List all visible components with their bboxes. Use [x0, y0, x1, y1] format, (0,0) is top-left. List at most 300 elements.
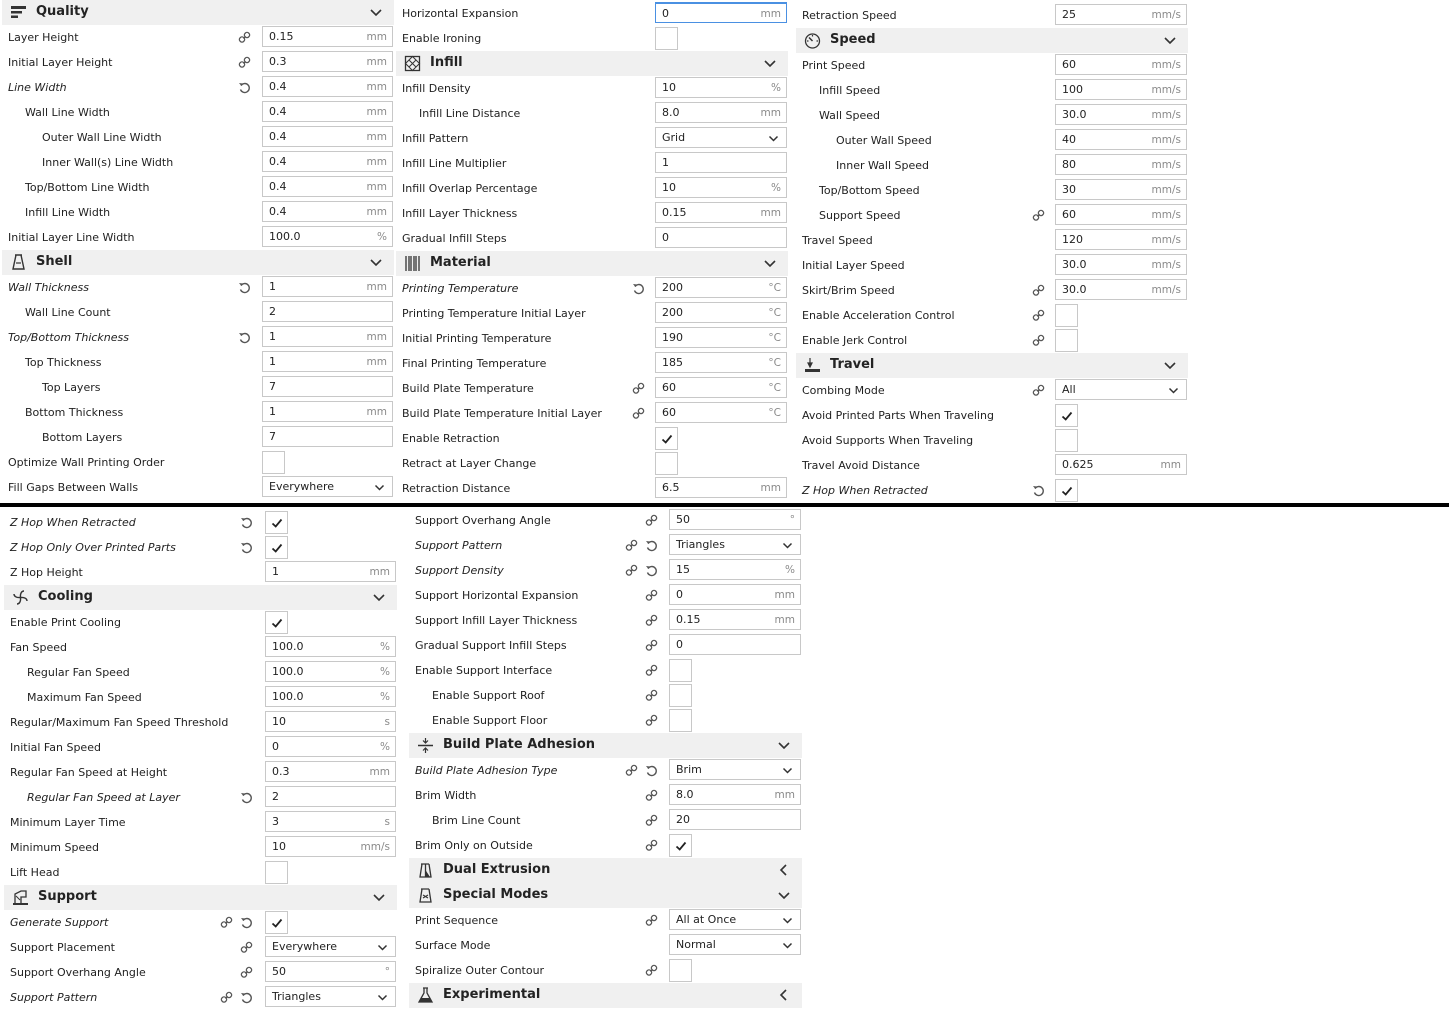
setting-input[interactable] — [262, 26, 393, 47]
setting-unit: mm/s — [1151, 134, 1181, 146]
setting-dropdown[interactable] — [265, 936, 396, 957]
setting-unit: mm/s — [1151, 9, 1181, 21]
setting-row-brim-width — [409, 783, 802, 808]
section-title: Quality — [36, 4, 89, 19]
setting-value: 0 — [676, 638, 683, 651]
setting-input[interactable] — [669, 784, 801, 805]
setting-value: 20 — [676, 813, 690, 826]
setting-row-brim-line-count — [409, 808, 802, 833]
setting-label: Avoid Printed Parts When Traveling — [802, 409, 994, 422]
section-toggle[interactable] — [368, 254, 384, 270]
section-header-dual-extrusion[interactable] — [409, 858, 802, 883]
link-icon — [645, 689, 658, 702]
setting-unit: °C — [768, 357, 781, 369]
setting-input[interactable] — [1055, 79, 1187, 100]
setting-label: Z Hop Height — [10, 566, 83, 579]
setting-checkbox[interactable] — [655, 427, 678, 450]
section-title: Special Modes — [443, 887, 549, 902]
reset-icon[interactable] — [238, 281, 251, 294]
check-icon — [1061, 485, 1073, 497]
setting-input[interactable] — [669, 509, 801, 530]
setting-unit: mm — [760, 8, 781, 20]
link-icon — [1032, 309, 1045, 322]
setting-input[interactable] — [1055, 454, 1187, 475]
setting-checkbox[interactable] — [265, 861, 288, 884]
reset-icon[interactable] — [632, 282, 645, 295]
setting-row-infill-density — [396, 76, 788, 101]
setting-row-top-thickness — [2, 350, 394, 375]
section-toggle[interactable] — [776, 862, 792, 878]
setting-unit: ° — [789, 514, 795, 526]
setting-checkbox[interactable] — [1055, 479, 1078, 502]
setting-unit: % — [377, 231, 387, 243]
setting-value: 3 — [272, 815, 279, 828]
setting-value: Triangles — [676, 538, 725, 551]
setting-label: Brim Line Count — [432, 814, 521, 827]
setting-label: Support Infill Layer Thickness — [415, 614, 578, 627]
section-toggle[interactable] — [762, 255, 778, 271]
setting-input[interactable] — [262, 376, 393, 397]
setting-row-layer-height — [2, 25, 394, 50]
setting-input[interactable] — [1055, 4, 1187, 25]
setting-value: 1 — [272, 565, 279, 578]
setting-input[interactable] — [655, 327, 787, 348]
setting-input[interactable] — [655, 77, 787, 98]
setting-row-build-plate-temperature — [396, 376, 788, 401]
setting-row-print-sequence — [409, 908, 802, 933]
setting-row-printing-temperature-initial-layer — [396, 301, 788, 326]
setting-value: 8.0 — [662, 106, 680, 119]
dd-chevron-icon — [374, 482, 385, 493]
link-icon — [645, 614, 658, 627]
setting-label: Support Pattern — [415, 539, 503, 552]
link-icon — [645, 789, 658, 802]
setting-value: 10 — [272, 840, 286, 853]
setting-value: 200 — [662, 281, 683, 294]
setting-row-gradual-support-infill-steps — [409, 633, 802, 658]
setting-label: Top/Bottom Thickness — [8, 331, 129, 344]
chevron-down-icon — [776, 737, 792, 753]
setting-label: Retract at Layer Change — [402, 457, 537, 470]
section-toggle[interactable] — [368, 4, 384, 20]
setting-input[interactable] — [262, 226, 393, 247]
setting-row-retraction-distance — [396, 476, 788, 501]
setting-value: 10 — [662, 181, 676, 194]
setting-label: Skirt/Brim Speed — [802, 284, 895, 297]
setting-dropdown[interactable] — [655, 127, 787, 148]
chevron-down-icon — [1162, 32, 1178, 48]
setting-row-initial-printing-temperature — [396, 326, 788, 351]
setting-label: Initial Layer Speed — [802, 259, 905, 272]
setting-input[interactable] — [655, 177, 787, 198]
reset-icon[interactable] — [240, 516, 253, 529]
setting-checkbox[interactable] — [669, 709, 692, 732]
setting-row-regular-fan-speed-at-layer — [4, 785, 397, 810]
setting-label: Retraction Distance — [402, 482, 511, 495]
setting-input[interactable] — [1055, 54, 1187, 75]
setting-row-optimize-wall-printing-order — [2, 450, 394, 475]
setting-checkbox[interactable] — [669, 959, 692, 982]
setting-label: Support Pattern — [10, 991, 98, 1004]
setting-checkbox[interactable] — [1055, 404, 1078, 427]
reset-icon[interactable] — [240, 991, 253, 1004]
setting-value: 185 — [662, 356, 683, 369]
setting-input[interactable] — [265, 961, 396, 982]
infill-icon — [404, 55, 421, 72]
setting-label: Brim Only on Outside — [415, 839, 533, 852]
link-icon — [645, 914, 658, 927]
setting-input[interactable] — [265, 811, 396, 832]
setting-row-z-hop-when-retracted — [796, 478, 1188, 503]
setting-input[interactable] — [1055, 179, 1187, 200]
setting-input[interactable] — [262, 351, 393, 372]
setting-label: Infill Layer Thickness — [402, 207, 518, 220]
setting-label: Top Layers — [42, 381, 101, 394]
setting-input[interactable] — [1055, 129, 1187, 150]
setting-input[interactable] — [265, 711, 396, 732]
setting-row-build-plate-adhesion-type — [409, 758, 802, 783]
setting-unit: mm — [774, 589, 795, 601]
setting-value: 0.625 — [1062, 458, 1094, 471]
check-icon — [1061, 410, 1073, 422]
setting-checkbox[interactable] — [669, 684, 692, 707]
setting-dropdown[interactable] — [669, 534, 801, 555]
setting-input[interactable] — [655, 227, 787, 248]
setting-value: 0.15 — [269, 30, 294, 43]
setting-row-top-bottom-thickness — [2, 325, 394, 350]
setting-label: Z Hop When Retracted — [10, 516, 136, 529]
link-icon — [240, 966, 253, 979]
section-header-travel[interactable] — [796, 353, 1188, 378]
setting-label: Minimum Layer Time — [10, 816, 126, 829]
setting-label: Bottom Thickness — [25, 406, 124, 419]
setting-label: Line Width — [8, 81, 67, 94]
link-icon — [625, 764, 638, 777]
setting-unit: mm — [366, 131, 387, 143]
setting-dropdown[interactable] — [1055, 379, 1187, 400]
setting-unit: mm — [1160, 459, 1181, 471]
setting-dropdown[interactable] — [669, 759, 801, 780]
setting-row-z-hop-only-over-printed-parts — [4, 535, 397, 560]
adhesion-icon — [417, 737, 434, 754]
setting-input[interactable] — [655, 352, 787, 373]
setting-input[interactable] — [655, 302, 787, 323]
setting-unit: mm/s — [1151, 259, 1181, 271]
setting-row-inner-wall-s-line-width — [2, 150, 394, 175]
chevron-down-icon — [371, 589, 387, 605]
section-title: Travel — [830, 357, 875, 372]
setting-label: Infill Line Width — [25, 206, 111, 219]
setting-label: Regular Fan Speed at Height — [10, 766, 168, 779]
setting-value: 6.5 — [662, 481, 680, 494]
setting-value: 200 — [662, 306, 683, 319]
setting-row-enable-ironing — [396, 26, 788, 51]
setting-input[interactable] — [262, 176, 393, 197]
reset-icon[interactable] — [240, 916, 253, 929]
setting-value: 30.0 — [1062, 283, 1087, 296]
setting-input[interactable] — [669, 609, 801, 630]
section-header-support[interactable] — [4, 885, 397, 910]
reset-icon[interactable] — [645, 564, 658, 577]
section-title: Experimental — [443, 987, 541, 1002]
settings-column-bottom-left — [4, 510, 397, 1010]
chevron-left-icon — [776, 987, 792, 1003]
setting-value: 60 — [1062, 58, 1076, 71]
setting-input[interactable] — [262, 151, 393, 172]
setting-input[interactable] — [262, 201, 393, 222]
setting-value: 0 — [662, 7, 669, 20]
setting-label: Brim Width — [415, 789, 477, 802]
setting-input[interactable] — [1055, 204, 1187, 225]
setting-value: 30 — [1062, 183, 1076, 196]
setting-row-wall-speed — [796, 103, 1188, 128]
setting-label: Top/Bottom Speed — [819, 184, 920, 197]
section-header-infill[interactable] — [396, 51, 788, 76]
setting-unit: mm — [366, 206, 387, 218]
reset-icon[interactable] — [238, 81, 251, 94]
setting-label: Wall Line Width — [25, 106, 110, 119]
section-toggle[interactable] — [776, 887, 792, 903]
setting-dropdown[interactable] — [265, 986, 396, 1007]
setting-row-support-horizontal-expansion — [409, 583, 802, 608]
link-icon — [645, 639, 658, 652]
setting-value: 1 — [269, 280, 276, 293]
setting-checkbox[interactable] — [655, 452, 678, 475]
section-header-speed[interactable] — [796, 28, 1188, 53]
setting-row-support-placement — [4, 935, 397, 960]
setting-row-enable-print-cooling — [4, 610, 397, 635]
setting-label: Initial Fan Speed — [10, 741, 101, 754]
setting-label: Infill Line Distance — [419, 107, 521, 120]
setting-row-infill-line-width — [2, 200, 394, 225]
setting-input[interactable] — [1055, 279, 1187, 300]
setting-unit: mm — [760, 207, 781, 219]
setting-label: Combing Mode — [802, 384, 885, 397]
setting-checkbox[interactable] — [265, 536, 288, 559]
setting-label: Enable Jerk Control — [802, 334, 908, 347]
dd-chevron-icon — [377, 992, 388, 1003]
setting-unit: °C — [768, 282, 781, 294]
link-icon — [1032, 334, 1045, 347]
link-icon — [238, 56, 251, 69]
setting-value: 30.0 — [1062, 108, 1087, 121]
setting-unit: mm — [366, 406, 387, 418]
setting-value: 0.15 — [662, 206, 687, 219]
setting-input[interactable] — [655, 202, 787, 223]
setting-input[interactable] — [655, 102, 787, 123]
setting-row-infill-pattern — [396, 126, 788, 151]
section-toggle[interactable] — [371, 889, 387, 905]
link-icon — [632, 407, 645, 420]
setting-checkbox[interactable] — [265, 911, 288, 934]
setting-input[interactable] — [265, 561, 396, 582]
setting-input[interactable] — [655, 277, 787, 298]
setting-value: 0.4 — [269, 80, 287, 93]
setting-row-avoid-printed-parts-when-traveling — [796, 403, 1188, 428]
setting-input[interactable] — [1055, 229, 1187, 250]
section-header-special-modes[interactable] — [409, 883, 802, 908]
setting-input[interactable] — [265, 661, 396, 682]
reset-icon[interactable] — [645, 764, 658, 777]
setting-input[interactable] — [265, 636, 396, 657]
setting-input[interactable] — [669, 559, 801, 580]
section-toggle[interactable] — [371, 589, 387, 605]
setting-checkbox[interactable] — [262, 451, 285, 474]
link-icon — [1032, 384, 1045, 397]
setting-input[interactable] — [262, 276, 393, 297]
setting-value: 80 — [1062, 158, 1076, 171]
setting-unit: °C — [768, 382, 781, 394]
setting-dropdown[interactable] — [262, 476, 393, 497]
setting-input[interactable] — [655, 152, 787, 173]
setting-input[interactable] — [262, 401, 393, 422]
setting-unit: mm — [366, 331, 387, 343]
setting-input[interactable] — [655, 402, 787, 423]
setting-label: Infill Overlap Percentage — [402, 182, 538, 195]
setting-input[interactable] — [262, 426, 393, 447]
setting-label: Z Hop Only Over Printed Parts — [10, 541, 176, 554]
section-title: Speed — [830, 32, 876, 47]
section-title: Cooling — [38, 589, 93, 604]
setting-value: 0.3 — [269, 55, 287, 68]
setting-value: 50 — [272, 965, 286, 978]
setting-checkbox[interactable] — [655, 27, 678, 50]
setting-row-z-hop-when-retracted — [4, 510, 397, 535]
setting-label: Infill Line Multiplier — [402, 157, 507, 170]
setting-input[interactable] — [669, 584, 801, 605]
setting-unit: mm — [366, 31, 387, 43]
setting-input[interactable] — [265, 686, 396, 707]
setting-checkbox[interactable] — [265, 511, 288, 534]
dd-chevron-icon — [782, 765, 793, 776]
dual-extrusion-icon — [417, 862, 434, 879]
setting-value: 0 — [662, 231, 669, 244]
setting-input[interactable] — [655, 2, 787, 23]
setting-label: Print Sequence — [415, 914, 499, 927]
setting-row-enable-support-interface — [409, 658, 802, 683]
setting-label: Layer Height — [8, 31, 79, 44]
setting-row-line-width — [2, 75, 394, 100]
reset-icon[interactable] — [240, 541, 253, 554]
setting-label: Infill Density — [402, 82, 471, 95]
setting-value: 1 — [269, 355, 276, 368]
setting-input[interactable] — [265, 736, 396, 757]
setting-checkbox[interactable] — [1055, 429, 1078, 452]
setting-value: 60 — [662, 406, 676, 419]
setting-row-initial-layer-speed — [796, 253, 1188, 278]
setting-unit: % — [771, 182, 781, 194]
setting-value: 0.4 — [269, 205, 287, 218]
setting-value: Grid — [662, 131, 686, 144]
section-header-build-plate-adhesion[interactable] — [409, 733, 802, 758]
reset-icon[interactable] — [645, 539, 658, 552]
setting-value: 0 — [272, 740, 279, 753]
setting-row-build-plate-temperature-initial-layer — [396, 401, 788, 426]
setting-value: 1 — [662, 156, 669, 169]
setting-input[interactable] — [265, 761, 396, 782]
setting-value: 15 — [676, 563, 690, 576]
setting-label: Final Printing Temperature — [402, 357, 547, 370]
section-toggle[interactable] — [762, 55, 778, 71]
setting-input[interactable] — [262, 76, 393, 97]
section-header-material[interactable] — [396, 251, 788, 276]
setting-input[interactable] — [1055, 104, 1187, 125]
setting-label: Support Density — [415, 564, 504, 577]
setting-input[interactable] — [1055, 154, 1187, 175]
setting-unit: mm/s — [1151, 234, 1181, 246]
setting-input[interactable] — [669, 634, 801, 655]
link-icon — [1032, 209, 1045, 222]
setting-input[interactable] — [655, 377, 787, 398]
section-header-experimental[interactable] — [409, 983, 802, 1008]
setting-unit: °C — [768, 407, 781, 419]
setting-row-infill-line-multiplier — [396, 151, 788, 176]
setting-input[interactable] — [262, 101, 393, 122]
setting-row-generate-support — [4, 910, 397, 935]
setting-input[interactable] — [669, 809, 801, 830]
setting-value: All at Once — [676, 913, 737, 926]
setting-row-avoid-supports-when-traveling — [796, 428, 1188, 453]
setting-value: 2 — [272, 790, 279, 803]
section-toggle[interactable] — [776, 987, 792, 1003]
setting-row-enable-retraction — [396, 426, 788, 451]
section-header-cooling[interactable] — [4, 585, 397, 610]
setting-input[interactable] — [262, 126, 393, 147]
setting-input[interactable] — [655, 477, 787, 498]
setting-row-support-infill-layer-thickness — [409, 608, 802, 633]
setting-dropdown[interactable] — [669, 909, 801, 930]
setting-checkbox[interactable] — [1055, 329, 1078, 352]
speed-icon — [804, 32, 821, 49]
setting-label: Top/Bottom Line Width — [25, 181, 150, 194]
link-icon — [625, 564, 638, 577]
settings-column-top-middle — [396, 1, 788, 501]
setting-checkbox[interactable] — [669, 834, 692, 857]
setting-label: Z Hop When Retracted — [802, 484, 928, 497]
link-icon — [238, 31, 251, 44]
setting-input[interactable] — [262, 301, 393, 322]
section-header-quality[interactable] — [2, 0, 394, 25]
setting-label: Maximum Fan Speed — [27, 691, 142, 704]
setting-input[interactable] — [1055, 254, 1187, 275]
reset-icon[interactable] — [238, 331, 251, 344]
section-toggle[interactable] — [776, 737, 792, 753]
setting-input[interactable] — [262, 51, 393, 72]
check-icon — [675, 840, 687, 852]
setting-input[interactable] — [265, 786, 396, 807]
section-toggle[interactable] — [1162, 32, 1178, 48]
setting-dropdown[interactable] — [669, 934, 801, 955]
setting-value: 7 — [269, 430, 276, 443]
section-toggle[interactable] — [1162, 357, 1178, 373]
setting-label: Fill Gaps Between Walls — [8, 481, 139, 494]
setting-input[interactable] — [262, 326, 393, 347]
setting-input[interactable] — [265, 836, 396, 857]
setting-label: Fan Speed — [10, 641, 68, 654]
setting-row-infill-layer-thickness — [396, 201, 788, 226]
setting-checkbox[interactable] — [669, 659, 692, 682]
reset-icon[interactable] — [1032, 484, 1045, 497]
setting-unit: % — [380, 691, 390, 703]
setting-checkbox[interactable] — [265, 611, 288, 634]
link-icon — [645, 839, 658, 852]
setting-value: 50 — [676, 513, 690, 526]
setting-value: 0 — [676, 588, 683, 601]
setting-checkbox[interactable] — [1055, 304, 1078, 327]
reset-icon[interactable] — [240, 791, 253, 804]
section-header-shell[interactable] — [2, 250, 394, 275]
setting-row-horizontal-expansion — [396, 1, 788, 26]
